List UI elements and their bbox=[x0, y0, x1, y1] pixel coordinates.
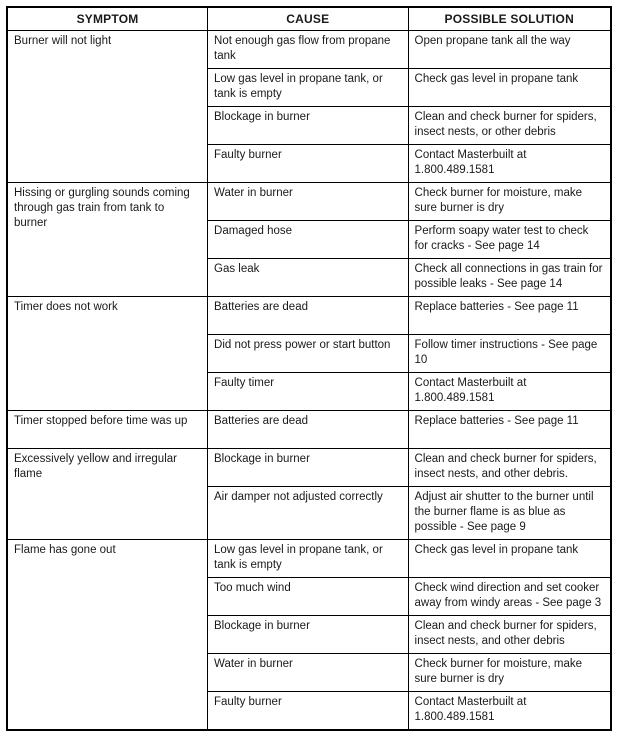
solution-cell: Contact Masterbuilt at 1.800.489.1581 bbox=[408, 691, 611, 729]
cause-cell: Batteries are dead bbox=[208, 411, 409, 449]
cause-cell: Low gas level in propane tank, or tank is empty bbox=[208, 539, 409, 577]
solution-cell: Clean and check burner for spiders, insect nests, and other debris bbox=[408, 615, 611, 653]
cause-cell: Faulty burner bbox=[208, 691, 409, 729]
cause-cell: Blockage in burner bbox=[208, 107, 409, 145]
cause-cell: Did not press power or start button bbox=[208, 335, 409, 373]
cause-cell: Too much wind bbox=[208, 577, 409, 615]
solution-cell: Clean and check burner for spiders, insect nests, and other debris. bbox=[408, 449, 611, 487]
table-row bbox=[7, 297, 611, 335]
troubleshooting-table bbox=[6, 6, 612, 731]
solution-cell: Check burner for moisture, make sure burner is dry bbox=[408, 183, 611, 221]
solution-cell: Open propane tank all the way bbox=[408, 31, 611, 69]
cause-cell: Batteries are dead bbox=[208, 297, 409, 335]
symptom-cell: Burner will not light bbox=[7, 31, 208, 183]
table-row bbox=[7, 539, 611, 577]
solution-cell: Contact Masterbuilt at 1.800.489.1581 bbox=[408, 373, 611, 411]
solution-cell: Check burner for moisture, make sure burner is dry bbox=[408, 653, 611, 691]
table-body bbox=[7, 31, 611, 730]
column-header-cause: CAUSE bbox=[208, 7, 409, 31]
solution-cell: Check gas level in propane tank bbox=[408, 69, 611, 107]
cause-cell: Faulty burner bbox=[208, 145, 409, 183]
solution-cell: Check gas level in propane tank bbox=[408, 539, 611, 577]
table-row bbox=[7, 449, 611, 487]
solution-cell: Replace batteries - See page 11 bbox=[408, 297, 611, 335]
cause-cell: Air damper not adjusted correctly bbox=[208, 487, 409, 540]
cause-cell: Water in burner bbox=[208, 183, 409, 221]
solution-cell: Check all connections in gas train for possible leaks - See page 14 bbox=[408, 259, 611, 297]
cause-cell: Low gas level in propane tank, or tank is empty bbox=[208, 69, 409, 107]
column-header-symptom: SYMPTOM bbox=[7, 7, 208, 31]
cause-cell: Damaged hose bbox=[208, 221, 409, 259]
cause-cell: Gas leak bbox=[208, 259, 409, 297]
table-row bbox=[7, 183, 611, 221]
column-header-solution: POSSIBLE SOLUTION bbox=[408, 7, 611, 31]
solution-cell: Replace batteries - See page 11 bbox=[408, 411, 611, 449]
solution-cell: Contact Masterbuilt at 1.800.489.1581 bbox=[408, 145, 611, 183]
table-header bbox=[7, 7, 611, 31]
cause-cell: Faulty timer bbox=[208, 373, 409, 411]
symptom-cell: Excessively yellow and irregular flame bbox=[7, 449, 208, 540]
symptom-cell: Timer stopped before time was up bbox=[7, 411, 208, 449]
solution-cell: Perform soapy water test to check for cracks - See page 14 bbox=[408, 221, 611, 259]
cause-cell: Blockage in burner bbox=[208, 615, 409, 653]
symptom-cell: Hissing or gurgling sounds coming through gas train from tank to burner bbox=[7, 183, 208, 297]
solution-cell: Clean and check burner for spiders, insect nests, or other debris bbox=[408, 107, 611, 145]
solution-cell: Adjust air shutter to the burner until the burner flame is as blue as possible - See page 9 bbox=[408, 487, 611, 540]
table-row bbox=[7, 31, 611, 69]
cause-cell: Blockage in burner bbox=[208, 449, 409, 487]
header-row bbox=[7, 7, 611, 31]
solution-cell: Follow timer instructions - See page 10 bbox=[408, 335, 611, 373]
solution-cell: Check wind direction and set cooker away from windy areas - See page 3 bbox=[408, 577, 611, 615]
cause-cell: Water in burner bbox=[208, 653, 409, 691]
table-row bbox=[7, 411, 611, 449]
symptom-cell: Timer does not work bbox=[7, 297, 208, 411]
symptom-cell: Flame has gone out bbox=[7, 539, 208, 729]
cause-cell: Not enough gas flow from propane tank bbox=[208, 31, 409, 69]
